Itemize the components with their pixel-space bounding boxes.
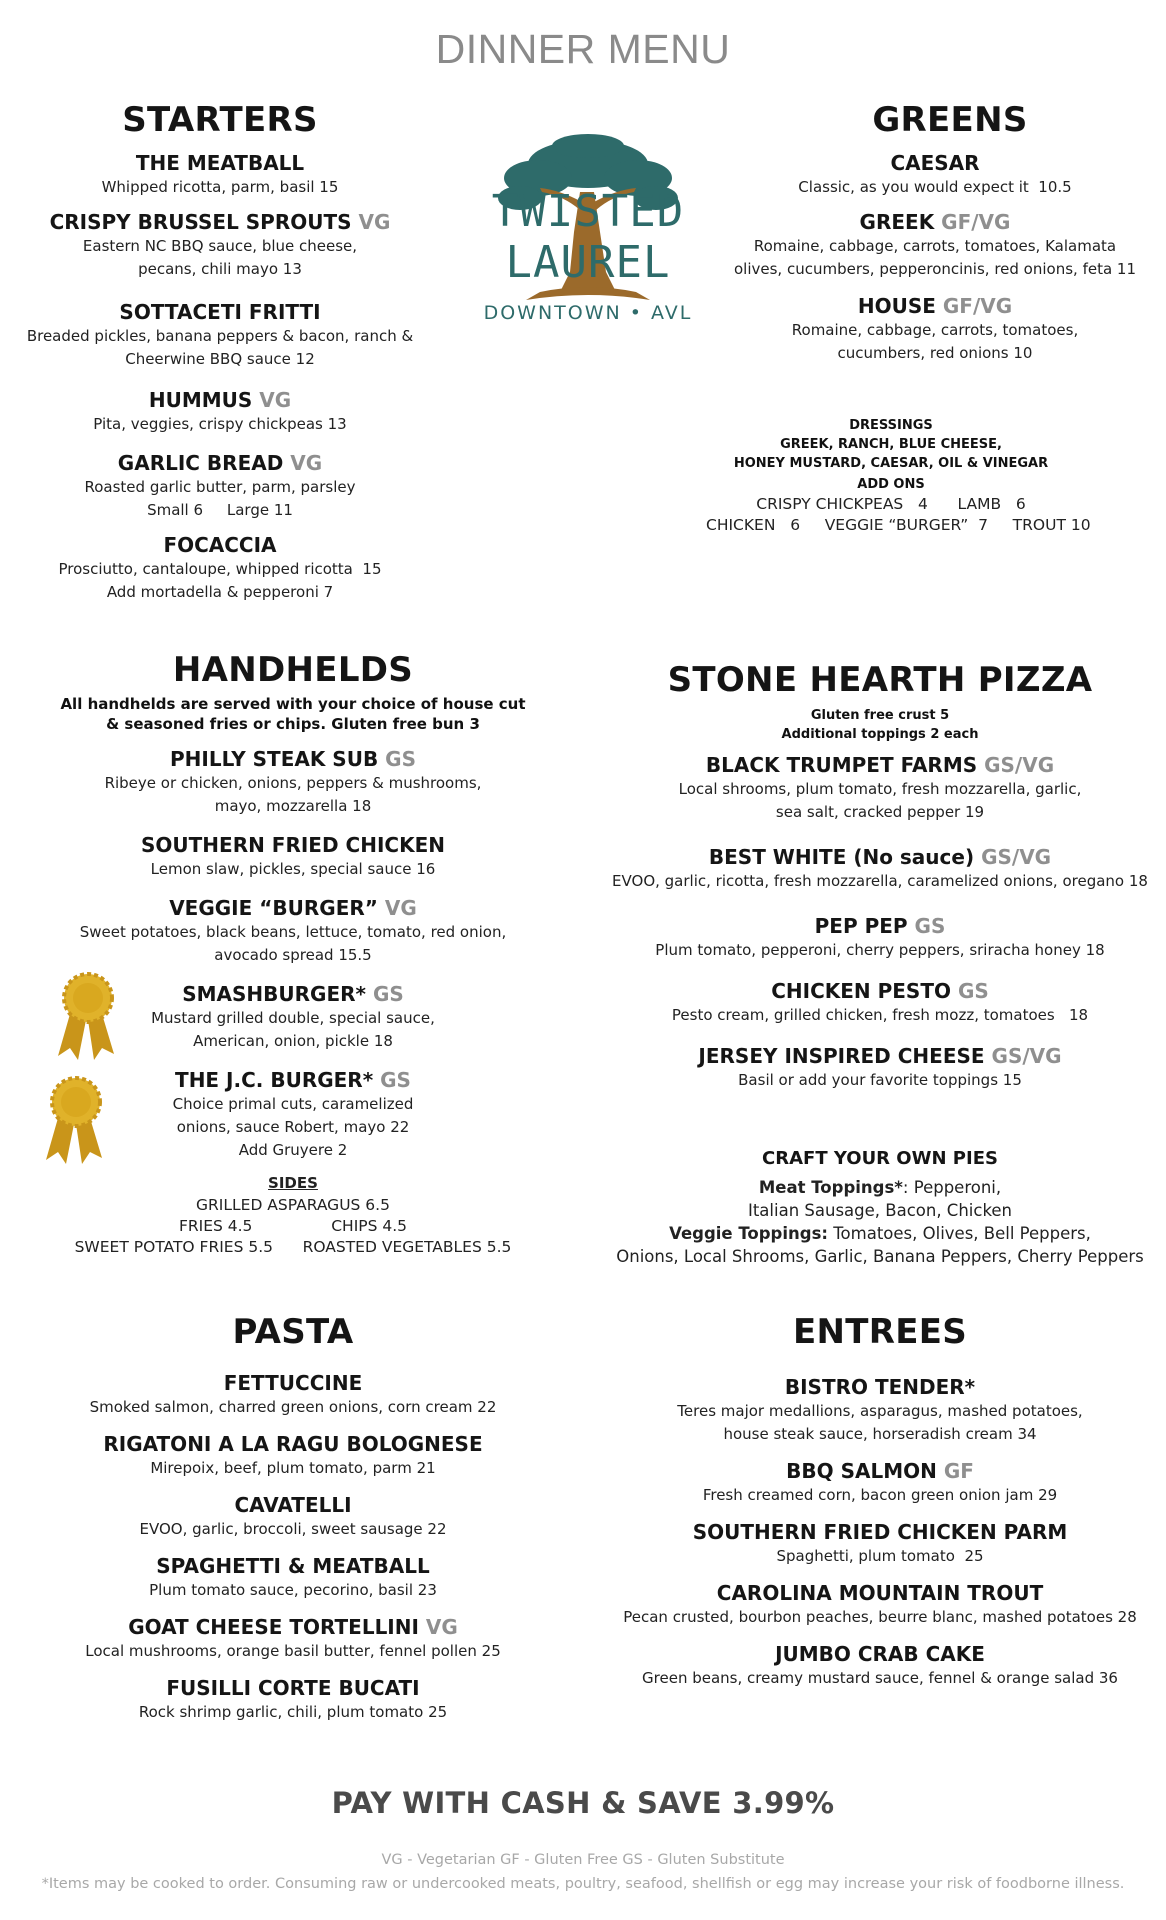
veggie-toppings-text: Tomatoes, Olives, Bell Peppers, [828,1224,1091,1243]
menu-item-description: Rock shrimp garlic, chili, plum tomato 25 [138,1703,448,1721]
menu-item [600,1043,1160,1092]
menu-item-description: pecans, chili mayo 13 [138,260,302,278]
dietary-tag: GS/VG [991,1044,1062,1068]
menu-item-title: CAESAR [890,151,980,175]
menu-item-description: Prosciutto, cantaloupe, whipped ricotta 15 [58,560,382,578]
menu-item-name [706,150,1164,176]
menu-item-description: Green beans, creamy mustard sauce, fennel & orange salad 36 [642,1669,1118,1687]
menu-item [20,450,420,522]
menu-item [600,1641,1160,1690]
veggie-toppings-label: Veggie Toppings: [669,1224,829,1243]
menu-item [20,895,566,967]
menu-item-title: SMASHBURGER* [182,982,366,1006]
menu-item-description: Cheerwine BBQ sauce 12 [125,350,315,368]
dietary-tag: VG [384,896,417,920]
menu-item [600,1519,1160,1568]
menu-item-name [20,299,420,325]
menu-item [20,832,566,881]
sides-line: FRIES 4.5 CHIPS 4.5 [178,1217,408,1235]
meat-toppings-text: Italian Sausage, Bacon, Chicken [747,1201,1013,1220]
veggie-toppings [600,1222,1160,1245]
menu-item-name [20,450,420,476]
menu-item-description: Sweet potatoes, black beans, lettuce, tomato, red onion, [79,923,507,941]
dietary-tag: GF [943,1459,974,1483]
handhelds-note: & seasoned fries or chips. Gluten free bun 3 [106,715,480,733]
menu-item-description: Breaded pickles, banana peppers & bacon, ranch & [26,327,414,345]
award-ribbon-icon [48,968,126,1064]
menu-item [20,299,420,371]
menu-item-title: BISTRO TENDER* [784,1375,976,1399]
menu-item-title: THE MEATBALL [135,151,305,175]
menu-item [20,1675,566,1724]
menu-item-name [20,532,420,558]
pasta-section [20,1312,566,1352]
menu-item-description: Smoked salmon, charred green onions, corn cream 22 [89,1398,497,1416]
menu-item-description: Romaine, cabbage, carrots, tomatoes, Kalamata [753,237,1117,255]
menu-item-description: Eastern NC BBQ sauce, blue cheese, [82,237,358,255]
menu-item-description: Pecan crusted, bourbon peaches, beurre blanc, mashed potatoes 28 [623,1608,1137,1626]
menu-item [20,532,420,604]
menu-item-name [706,209,1164,235]
menu-item [706,209,1164,281]
menu-item-name [20,1370,566,1396]
menu-item-name [600,978,1160,1004]
menu-item-name [600,1519,1160,1545]
menu-item-title: VEGGIE “BURGER” [169,896,378,920]
menu-item-description: Add Gruyere 2 [238,1141,348,1159]
menu-item-name [20,387,420,413]
menu-item-description: Plum tomato sauce, pecorino, basil 23 [149,1581,437,1599]
menu-item-description: Mirepoix, beef, plum tomato, parm 21 [150,1459,436,1477]
craft-your-own-block [600,1146,1160,1268]
dietary-tag: VG [259,388,292,412]
menu-item-name [20,209,420,235]
dietary-legend: VG - Vegetarian GF - Gluten Free GS - Gluten Substitute [381,1852,785,1868]
menu-item-title: CHICKEN PESTO [771,979,951,1003]
menu-item-description: Whipped ricotta, parm, basil 15 [101,178,339,196]
veggie-toppings-text: Onions, Local Shrooms, Garlic, Banana Peppers, Cherry Peppers [616,1247,1144,1266]
menu-item [600,913,1160,962]
menu-item-title: SOUTHERN FRIED CHICKEN PARM [692,1520,1068,1544]
pizza-section [600,660,1160,744]
menu-item-name [600,1580,1160,1606]
menu-item-name [600,913,1160,939]
menu-item-title: BEST WHITE (No sauce) [708,845,975,869]
menu-item-title: BLACK TRUMPET FARMS [705,753,978,777]
menu-item-title: CRISPY BRUSSEL SPROUTS [49,210,352,234]
menu-item-description: Small 6 Large 11 [147,501,293,519]
page-title: DINNER MENU [435,26,731,72]
menu-item [600,978,1160,1027]
menu-item-name [600,1458,1160,1484]
menu-item-description: Spaghetti, plum tomato 25 [776,1547,984,1565]
menu-item-title: BBQ SALMON [786,1459,937,1483]
menu-item-description: Romaine, cabbage, carrots, tomatoes, [791,321,1079,339]
entrees-heading: ENTREES [792,1312,968,1352]
sides-heading: SIDES [268,1174,318,1192]
menu-item-name [20,150,420,176]
meat-toppings-text: : Pepperoni, [902,1178,1002,1197]
menu-item-name [600,1043,1160,1069]
pizza-note: Gluten free crust 5 [810,708,950,723]
menu-item-description: mayo, mozzarella 18 [214,797,372,815]
pizza-note: Additional toppings 2 each [781,727,979,742]
handhelds-note: All handhelds are served with your choice of house cut [60,695,526,713]
menu-item-name [20,1614,566,1640]
menu-item-title: SOTTACETI FRITTI [119,300,321,324]
menu-item-name [20,746,566,772]
greens-list [706,150,1164,377]
menu-item [20,1553,566,1602]
menu-item [20,1431,566,1480]
dietary-tag: GS [380,1068,411,1092]
menu-item-title: JUMBO CRAB CAKE [775,1642,985,1666]
handhelds-heading: HANDHELDS [172,650,414,690]
menu-item-description: avocado spread 15.5 [214,946,372,964]
dietary-tag: GS [914,914,946,938]
menu-item-description: Teres major medallions, asparagus, mashed potatoes, [677,1402,1083,1420]
menu-item-description: Fresh creamed corn, bacon green onion jam 29 [702,1486,1058,1504]
pizza-heading: STONE HEARTH PIZZA [667,660,1093,700]
menu-item-title: CAROLINA MOUNTAIN TROUT [716,1581,1044,1605]
menu-item-name [600,844,1160,870]
sides-block [20,1172,566,1258]
dressings-line: GREEK, RANCH, BLUE CHEESE, [780,437,1002,452]
dietary-tag: VG [425,1615,458,1639]
menu-item-title: FOCACCIA [163,533,277,557]
dietary-tag: GF/VG [941,210,1011,234]
menu-item-title: SPAGHETTI & MEATBALL [156,1554,430,1578]
dietary-tag: VG [358,210,391,234]
menu-item-description: Basil or add your favorite toppings 15 [738,1071,1022,1089]
dressings-block [706,416,1091,536]
menu-item-description: Local mushrooms, orange basil butter, fennel pollen 25 [85,1642,501,1660]
menu-item-description: house steak sauce, horseradish cream 34 [723,1425,1037,1443]
menu-item-title: JERSEY INSPIRED CHEESE [698,1044,985,1068]
menu-item-description: Ribeye or chicken, onions, peppers & mushrooms, [104,774,482,792]
entrees-section [600,1312,1160,1352]
menu-item-title: RIGATONI A LA RAGU BOLOGNESE [103,1432,483,1456]
menu-item-description: Pesto cream, grilled chicken, fresh mozz, tomatoes 18 [671,1006,1089,1024]
menu-item-description: Pita, veggies, crispy chickpeas 13 [93,415,347,433]
menu-item-title: FUSILLI CORTE BUCATI [166,1676,420,1700]
menu-item-name [20,1553,566,1579]
menu-item [600,1580,1160,1629]
menu-item-name [20,1431,566,1457]
starters-list [20,150,420,614]
menu-item-description: onions, sauce Robert, mayo 22 [176,1118,410,1136]
menu-item-title: HUMMUS [148,388,253,412]
menu-item-description: Add mortadella & pepperoni 7 [106,583,334,601]
menu-item-description: Mustard grilled double, special sauce, [151,1009,435,1027]
greens-section [750,100,1150,140]
menu-item-title: SOUTHERN FRIED CHICKEN [141,833,445,857]
menu-item-title: GOAT CHEESE TORTELLINI [128,1615,419,1639]
menu-item-name [706,293,1164,319]
logo-location: DOWNTOWN • AVL [483,302,693,324]
menu-item-description: Lemon slaw, pickles, special sauce 16 [150,860,436,878]
menu-item-description: EVOO, garlic, ricotta, fresh mozzarella, caramelized onions, oregano 18 [612,872,1148,890]
menu-item-name [600,752,1160,778]
handhelds-section [20,650,566,734]
menu-item-title: HOUSE [857,294,936,318]
menu-item [20,1614,566,1663]
menu-item-name [600,1374,1160,1400]
pasta-list [20,1370,566,1736]
menu-item-title: FETTUCCINE [223,1371,363,1395]
menu-item-name [600,1641,1160,1667]
pay-cash-banner: PAY WITH CASH & SAVE 3.99% [331,1786,835,1820]
award-ribbon-icon [36,1072,114,1168]
addons-line: CRISPY CHICKPEAS 4 LAMB 6 [756,495,1026,513]
menu-item-name [20,895,566,921]
menu-item-name [20,1492,566,1518]
greens-heading: GREENS [872,100,1028,140]
menu-item-name [20,832,566,858]
menu-item-title: GREEK [859,210,935,234]
entrees-list [600,1374,1160,1702]
dietary-tag: GF/VG [942,294,1013,318]
meat-toppings [600,1176,1160,1199]
starters-section [20,100,420,140]
menu-item [20,1370,566,1419]
menu-item-description: Plum tomato, pepperoni, cherry peppers, sriracha honey 18 [655,941,1105,959]
menu-item-description: cucumbers, red onions 10 [837,344,1033,362]
menu-item-title: PEP PEP [814,914,908,938]
menu-item-description: EVOO, garlic, broccoli, sweet sausage 22 [139,1520,447,1538]
dressings-heading: DRESSINGS [849,418,933,433]
menu-item [20,746,566,818]
pizza-list [600,752,1160,1104]
sides-line: GRILLED ASPARAGUS 6.5 [196,1196,390,1214]
dietary-tag: GS [372,982,404,1006]
menu-item-description: sea salt, cracked pepper 19 [775,803,985,821]
logo-wordmark: TWISTED LAUREL [491,186,685,288]
menu-item [706,293,1164,365]
menu-item-description: olives, cucumbers, pepperoncinis, red onions, feta 11 [733,260,1137,278]
menu-item [706,150,1164,199]
dressings-line: HONEY MUSTARD, CAESAR, OIL & VINEGAR [733,456,1049,471]
dietary-tag: GS [385,747,416,771]
food-safety-warning: *Items may be cooked to order. Consuming raw or undercooked meats, poultry, seafood, shellfish or egg may increase your risk of foodborne illness. [41,1876,1125,1892]
menu-item-description: American, onion, pickle 18 [193,1032,393,1050]
pasta-heading: PASTA [232,1312,354,1352]
menu-item-title: GARLIC BREAD [117,451,284,475]
menu-item-title: THE J.C. BURGER* [175,1068,374,1092]
dietary-tag: GS/VG [981,845,1052,869]
menu-item-description: Local shrooms, plum tomato, fresh mozzarella, garlic, [678,780,1082,798]
meat-toppings-label: Meat Toppings* [758,1178,903,1197]
menu-item [600,1374,1160,1446]
menu-item-description: Roasted garlic butter, parm, parsley [84,478,356,496]
dietary-tag: GS/VG [984,753,1055,777]
menu-item-title: CAVATELLI [234,1493,352,1517]
menu-item [20,387,420,436]
sides-line: SWEET POTATO FRIES 5.5 ROASTED VEGETABLES 5.5 [74,1238,512,1256]
menu-item-name [20,1675,566,1701]
menu-item [20,1492,566,1541]
menu-item [20,150,420,199]
menu-item [600,844,1160,893]
menu-item-description: Choice primal cuts, caramelized [172,1095,414,1113]
menu-item [600,752,1160,824]
addons-line: CHICKEN 6 VEGGIE “BURGER” 7 TROUT 10 [706,516,1091,534]
menu-item [600,1458,1160,1507]
menu-item-description: Classic, as you would expect it 10.5 [798,178,1072,196]
craft-heading: CRAFT YOUR OWN PIES [762,1148,998,1169]
addons-heading: ADD ONS [857,477,925,492]
menu-item-title: PHILLY STEAK SUB [170,747,379,771]
dietary-tag: VG [290,451,323,475]
menu-item [20,209,420,281]
starters-heading: STARTERS [122,100,318,140]
dietary-tag: GS [957,979,989,1003]
